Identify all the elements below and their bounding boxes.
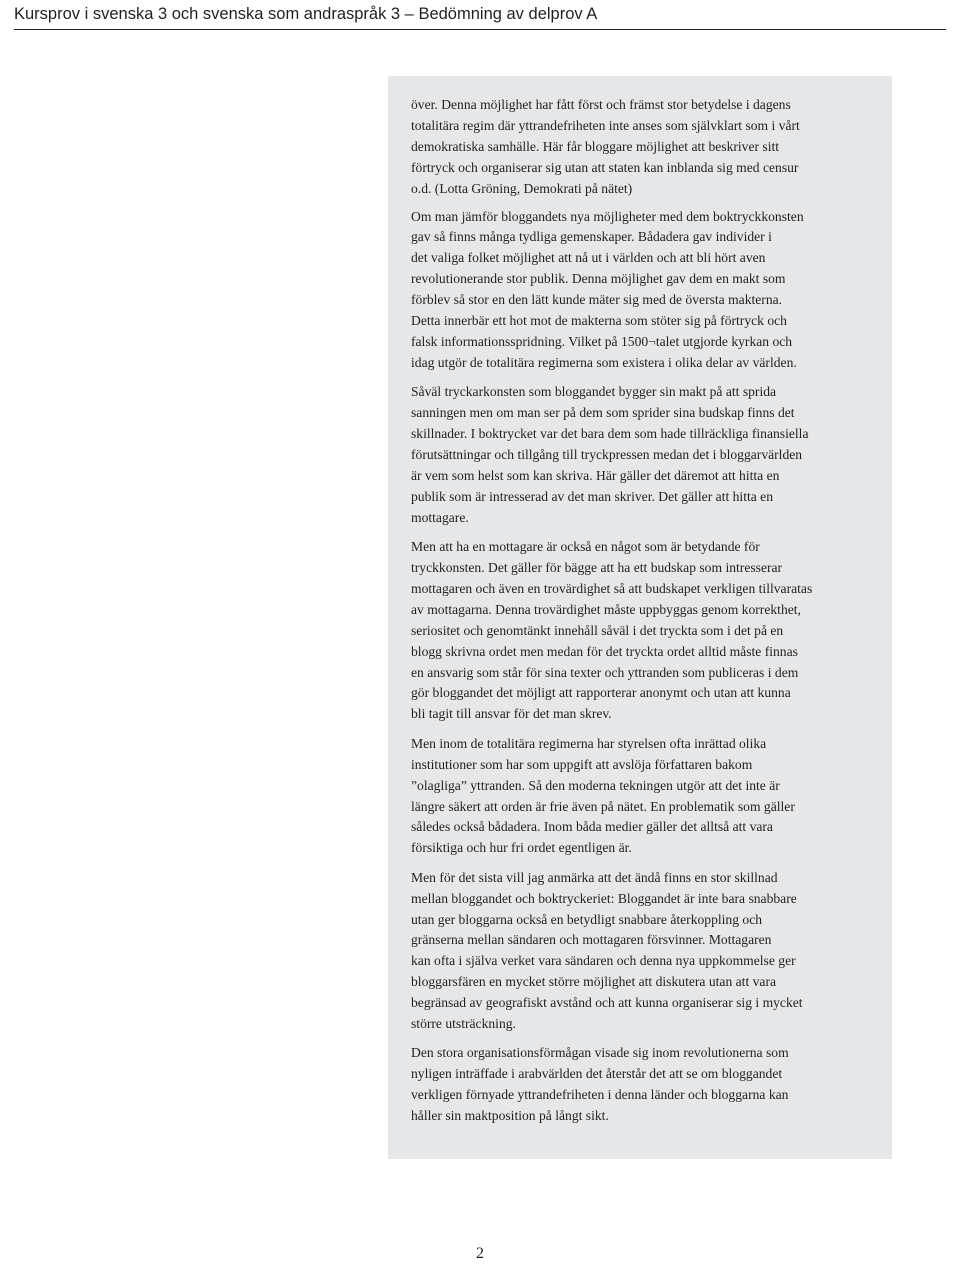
essay-line: gränserna mellan sändaren och mottagaren försvinner. Mottagaren xyxy=(411,932,772,948)
essay-line: demokratiska samhälle. Här får bloggare möjlighet att beskriver sitt xyxy=(411,138,780,154)
essay-line: o.d. (Lotta Gröning, Demokrati på nätet) xyxy=(411,180,633,196)
essay-line: ”olagliga” yttranden. Så den moderna tekningen utgör att det inte är xyxy=(411,777,780,793)
essay-line: blogg skrivna ordet men medan för det tryckta ordet alltid måste finnas xyxy=(411,643,798,659)
essay-paragraph xyxy=(411,734,873,859)
essay-line: sanningen men om man ser på dem som sprider sina budskap finns det xyxy=(411,405,795,421)
essay-line: falsk informationsspridning. Vilket på 1500¬talet utgjorde kyrkan och xyxy=(411,333,793,349)
essay-paragraph xyxy=(411,868,873,1035)
essay-line: gav så finns många tydliga gemenskaper. Bådadera gav individer i xyxy=(411,229,772,245)
essay-paragraph xyxy=(411,95,873,200)
essay-line: en ansvarig som står för sina texter och yttranden som publiceras i dem xyxy=(411,664,799,680)
essay-line: mellan bloggandet och boktryckeriet: Bloggandet är inte bara snabbare xyxy=(411,890,797,906)
essay-line: bli tagit till ansvar för det man skrev. xyxy=(411,706,612,722)
essay-paragraph xyxy=(411,1043,873,1127)
essay-line: publik som är intresserad av det man skriver. Det gäller att hitta en xyxy=(411,488,774,504)
essay-line: över. Denna möjlighet har fått först och främst stor betydelse i dagens xyxy=(411,97,791,112)
essay-line: verkligen förnyade yttrandefriheten i denna länder och bloggarna kan xyxy=(411,1087,789,1103)
essay-line: således också bådadera. Inom båda medier gäller det alltså att vara xyxy=(411,819,773,835)
essay-content xyxy=(411,95,873,1136)
essay-line: större utsträckning. xyxy=(411,1016,516,1032)
essay-line: nyligen inträffade i arabvärlden det återstår det att se om bloggandet xyxy=(411,1066,783,1082)
essay-line: förutsättningar och tillgång till tryckpressen medan det i bloggarvärlden xyxy=(411,447,803,462)
essay-line: mottagare. xyxy=(411,509,469,525)
essay-line: av mottagarna. Denna trovärdighet måste uppbyggas genom korrekthet, xyxy=(411,601,801,617)
essay-line: institutioner som har som uppgift att avslöja författaren bakom xyxy=(411,756,753,772)
essay-line: håller sin maktposition på långt sikt. xyxy=(411,1108,609,1124)
essay-line: förblev så stor en den lätt kunde mäter sig med de översta makterna. xyxy=(411,292,783,308)
essay-line: skillnader. I boktrycket var det bara dem som hade tillräckliga finansiella xyxy=(411,426,809,442)
essay-line: Om man jämför bloggandets nya möjligheter med dem boktryckkonsten xyxy=(411,208,804,224)
essay-line: det valiga folket möjlighet att nå ut i världen och att bli hört aven xyxy=(411,250,766,266)
essay-line: seriositet och genomtänkt innehåll såväl i det tryckta som i det på en xyxy=(411,622,784,638)
essay-line: bloggarsfären en mycket större möjlighet att diskutera utan att vara xyxy=(411,974,777,990)
essay-textbox xyxy=(388,76,892,1159)
essay-line: Men att ha en mottagare är också en något som är betydande för xyxy=(411,539,760,555)
essay-line: är vem som helst som kan skriva. Här gäller det däremot att hitta en xyxy=(411,467,780,483)
essay-line: totalitära regim där yttrandefriheten inte anses som självklart som i vårt xyxy=(411,117,800,133)
essay-line: Men inom de totalitära regimerna har styrelsen ofta inrättad olika xyxy=(411,735,767,751)
essay-line: försiktiga och hur fri ordet egentligen är. xyxy=(411,840,632,856)
essay-paragraph xyxy=(411,537,873,725)
essay-line: Detta innerbär ett hot mot de makterna som stöter sig på förtryck och xyxy=(411,313,787,329)
essay-paragraph xyxy=(411,207,873,374)
essay-line: gör bloggandet det möjligt att rapporterar anonymt och utan att kunna xyxy=(411,685,791,701)
essay-line: längre säkert att orden är frie även på nätet. En problematik som gäller xyxy=(411,798,795,814)
essay-line: Den stora organisationsförmågan visade sig inom revolutionerna som xyxy=(411,1045,789,1061)
essay-line: Såväl tryckarkonsten som bloggandet bygger sin makt på att sprida xyxy=(411,384,777,400)
essay-line: idag utgör de totalitära regimerna som existera i olika delar av världen. xyxy=(411,354,797,370)
header-divider xyxy=(14,29,946,30)
essay-line: utan ger bloggarna också en betydligt snabbare återkoppling och xyxy=(411,911,763,927)
essay-line: mottagaren och även en trovärdighet så att budskapet verkligen tillvaratas xyxy=(411,580,813,596)
essay-line: begränsad av geografiskt avstånd och att kunna organiserar sig i mycket xyxy=(411,995,803,1011)
essay-line: kan ofta i själva verket vara sändaren och denna nya uppkommelse ger xyxy=(411,953,796,969)
page-number: 2 xyxy=(476,1245,484,1262)
essay-line: tryckkonsten. Det gäller för bägge att ha ett budskap som intresserar xyxy=(411,560,783,576)
page-header-title: Kursprov i svenska 3 och svenska som andraspråk 3 – Bedömning av delprov A xyxy=(14,5,598,23)
essay-line: revolutionerande stor publik. Denna möjlighet gav dem en makt som xyxy=(411,271,786,287)
essay-line: Men för det sista vill jag anmärka att det ändå finns en stor skillnad xyxy=(411,869,778,885)
essay-paragraph xyxy=(411,382,873,528)
essay-line: förtryck och organiserar sig utan att staten kan inblanda sig med censur xyxy=(411,159,799,175)
